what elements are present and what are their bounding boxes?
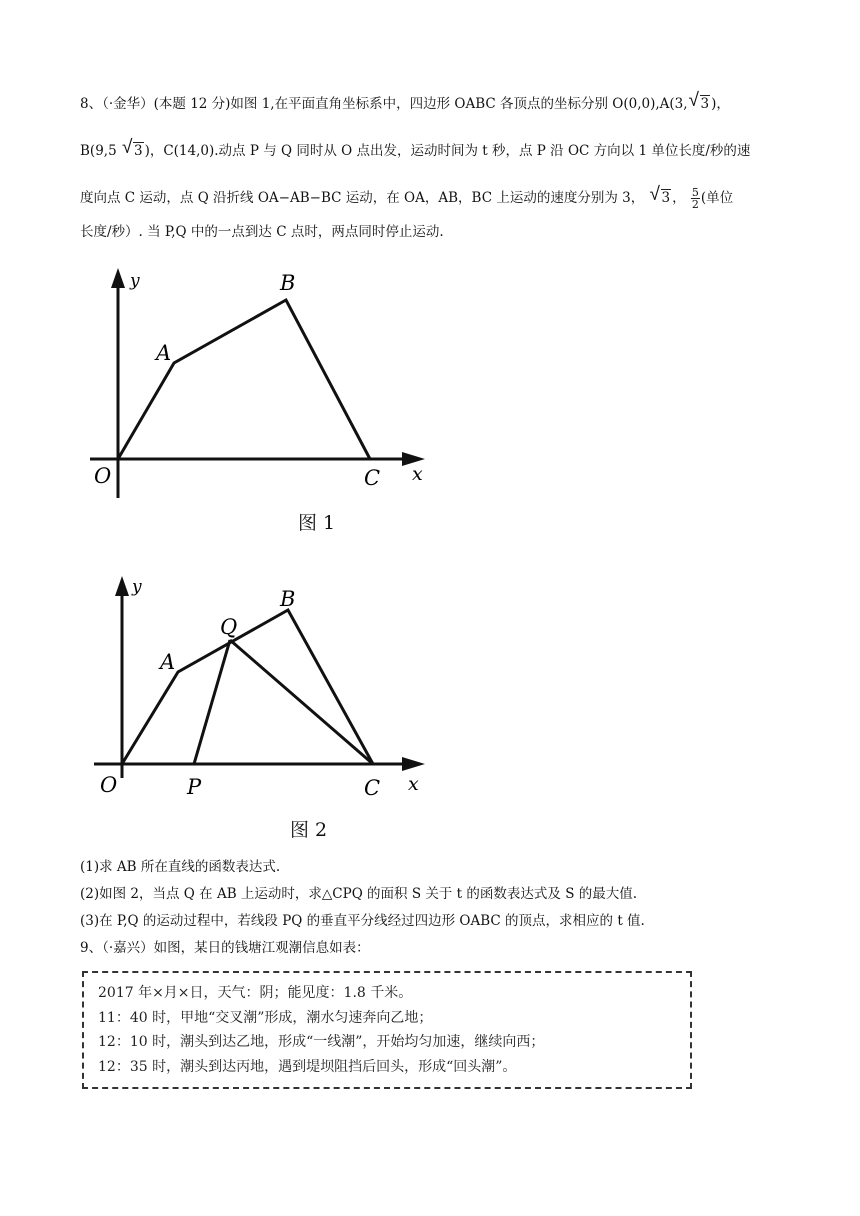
problem8-line3-sep: ， (672, 190, 686, 206)
fraction-denominator: 2 (691, 198, 699, 211)
quadrilateral-oabc (122, 610, 373, 764)
label-b: B (280, 587, 296, 611)
radicand: 3 (700, 96, 710, 112)
problem8-line4: 长度/秒）. 当 P,Q 中的一点到达 C 点时，两点同时停止运动. (80, 224, 444, 240)
label-b: B (280, 271, 296, 295)
radicand: 3 (661, 190, 671, 206)
label-x: x (408, 773, 419, 795)
x-axis-arrow (402, 757, 425, 771)
label-a: A (160, 650, 176, 674)
figure2-diagram (80, 568, 440, 803)
info-line: 12：10 时，潮头到达乙地，形成“一线潮”，开始均匀加速，继续向西； (98, 1034, 545, 1050)
sqrt-symbol (689, 94, 711, 114)
problem8-line3 (80, 187, 733, 210)
segment-qc (230, 640, 373, 764)
tide-info-box (82, 971, 692, 1089)
label-y: y (130, 271, 140, 291)
label-x: x (412, 463, 423, 485)
figure2-caption: 图 2 (290, 819, 328, 841)
problem9-intro: 9、（·嘉兴）如图，某日的钱塘江观潮信息如表： (80, 940, 370, 956)
label-q: Q (220, 615, 238, 639)
problem8-line3-a: 度向点 C 运动，点 Q 沿折线 OA−AB−BC 运动，在 OA，AB，BC 上运动的速度分别为 3， (80, 190, 645, 206)
label-c: C (364, 776, 381, 800)
problem8-line2-b: )，C(14,0).动点 P 与 Q 同时从 O 点出发，运动时间为 t 秒，点 P 沿 OC 方向以 1 单位长度/秒的速 (144, 143, 751, 159)
label-o: O (100, 773, 118, 797)
figure1-caption: 图 1 (298, 512, 336, 534)
sqrt-symbol (122, 141, 144, 161)
label-c: C (364, 466, 381, 490)
fraction (691, 187, 700, 210)
label-a: A (156, 341, 172, 365)
label-o: O (94, 464, 112, 488)
problem8-line1-text: 8、（·金华）(本题 12 分)如图 1,在平面直角坐标系中，四边形 OABC 各顶点的坐标分别 O(0,0),A(3, (80, 96, 688, 112)
problem8-line2 (80, 141, 750, 161)
figure1-diagram (80, 262, 440, 502)
problem8-line3-b: (单位 (700, 190, 734, 206)
radicand: 3 (133, 143, 143, 159)
sqrt-symbol (650, 188, 672, 208)
problem8-line1 (80, 94, 730, 114)
problem8-line1-end: )， (711, 96, 730, 112)
quadrilateral-oabc (118, 300, 370, 459)
label-y: y (132, 577, 142, 597)
question-1: (1)求 AB 所在直线的函数表达式. (80, 859, 281, 875)
y-axis-arrow (111, 268, 125, 288)
y-axis-arrow (115, 576, 129, 596)
problem8-line2-a: B(9,5 (80, 143, 117, 159)
question-2: (2)如图 2，当点 Q 在 AB 上运动时，求△CPQ 的面积 S 关于 t 的函数表达式及 S 的最大值. (80, 886, 638, 902)
label-p: P (187, 775, 202, 799)
info-line: 2017 年×月×日，天气：阴；能见度：1.8 千米。 (98, 985, 413, 1001)
info-line: 12：35 时，潮头到达丙地，遇到堤坝阻挡后回头，形成“回头潮”。 (98, 1058, 517, 1075)
question-3: (3)在 P,Q 的运动过程中，若线段 PQ 的垂直平分线经过四边形 OABC 的顶点，求相应的 t 值. (80, 913, 645, 929)
info-line: 11：40 时，甲地“交叉潮”形成，潮水匀速奔向乙地； (98, 1009, 433, 1026)
fraction-numerator: 5 (691, 186, 699, 199)
